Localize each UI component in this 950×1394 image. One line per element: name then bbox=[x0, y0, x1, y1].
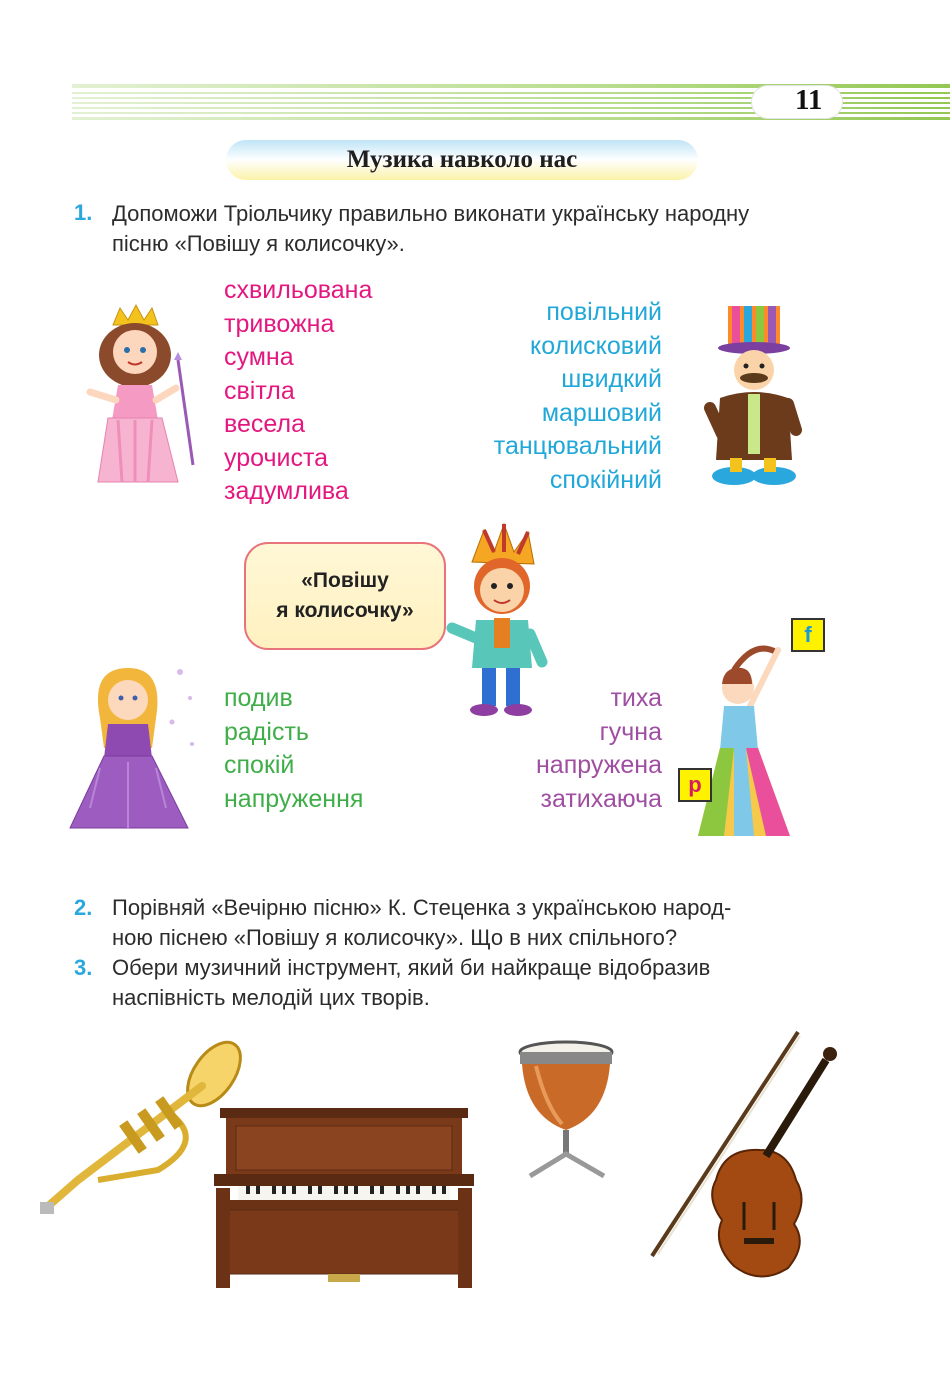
task-1-line-2: пісню «Повішу я колисочку». bbox=[112, 231, 405, 256]
mood-word: сумна bbox=[224, 343, 294, 371]
dynamics-word: затихаюча bbox=[540, 784, 662, 813]
tempo-word: колисковий bbox=[530, 331, 662, 360]
dynamics-word: гучна bbox=[599, 717, 662, 746]
mood-word: світла bbox=[224, 376, 295, 405]
mood-word: весела bbox=[224, 410, 305, 438]
piano-image bbox=[212, 1108, 476, 1294]
dynamics-list bbox=[470, 682, 662, 816]
purple-princess-illustration bbox=[60, 658, 200, 834]
section-title: Музика навколо нас bbox=[346, 146, 578, 173]
task-3-text bbox=[112, 953, 710, 1013]
task-2-number: 2. bbox=[74, 895, 93, 920]
tempo-word: спокійний bbox=[549, 465, 662, 494]
feeling-list bbox=[224, 682, 363, 816]
task-3-line-1: Обери музичний інструмент, який би найкраще відобразив bbox=[112, 955, 711, 980]
mood-list bbox=[224, 274, 372, 509]
violin-image bbox=[648, 1030, 844, 1292]
feeling-word: радість bbox=[224, 717, 309, 746]
feeling-word: спокій bbox=[224, 751, 295, 779]
bubble-line-1: «Повішу bbox=[301, 569, 389, 592]
song-title-bubble bbox=[244, 542, 446, 650]
mood-word: схвильована bbox=[224, 276, 373, 304]
tempo-word: швидкий bbox=[561, 365, 662, 393]
task-3-number: 3. bbox=[74, 955, 93, 980]
timpani-image bbox=[516, 1036, 616, 1186]
dancer-illustration bbox=[694, 640, 804, 852]
tempo-word: танцювальний bbox=[493, 432, 662, 460]
task-3-line-2: наспівність мелодій цих творів. bbox=[112, 985, 430, 1010]
mood-word: урочиста bbox=[224, 443, 329, 472]
task-1-line-1: Допоможи Тріольчику правильно виконати українську народну bbox=[112, 201, 750, 226]
mood-word: задумлива bbox=[224, 477, 349, 505]
feeling-word: напруження bbox=[224, 784, 364, 813]
piano-mark: p bbox=[678, 768, 712, 802]
task-1-number: 1. bbox=[74, 200, 93, 225]
forte-mark: f bbox=[791, 618, 825, 652]
mood-word: тривожна bbox=[224, 309, 335, 338]
gentleman-illustration bbox=[698, 298, 804, 494]
task-2-text bbox=[112, 893, 731, 953]
bubble-line-2: я колисочку» bbox=[276, 599, 414, 622]
dynamics-word: тиха bbox=[610, 684, 662, 712]
feeling-word: подив bbox=[224, 684, 293, 712]
tempo-word: маршовий bbox=[541, 398, 662, 427]
task-2-line-1: Порівняй «Вечірню пісню» К. Стеценка з українською народ- bbox=[112, 895, 732, 920]
task-2-line-2: ною піснею «Повішу я колисочку». Що в них спільного? bbox=[112, 925, 678, 950]
princess-illustration bbox=[78, 300, 198, 490]
tempo-list bbox=[440, 296, 662, 497]
page-number: 11 bbox=[795, 84, 823, 116]
dynamics-word: напружена bbox=[536, 751, 662, 779]
task-1-text bbox=[112, 199, 749, 259]
tempo-word: повільний bbox=[546, 298, 662, 326]
